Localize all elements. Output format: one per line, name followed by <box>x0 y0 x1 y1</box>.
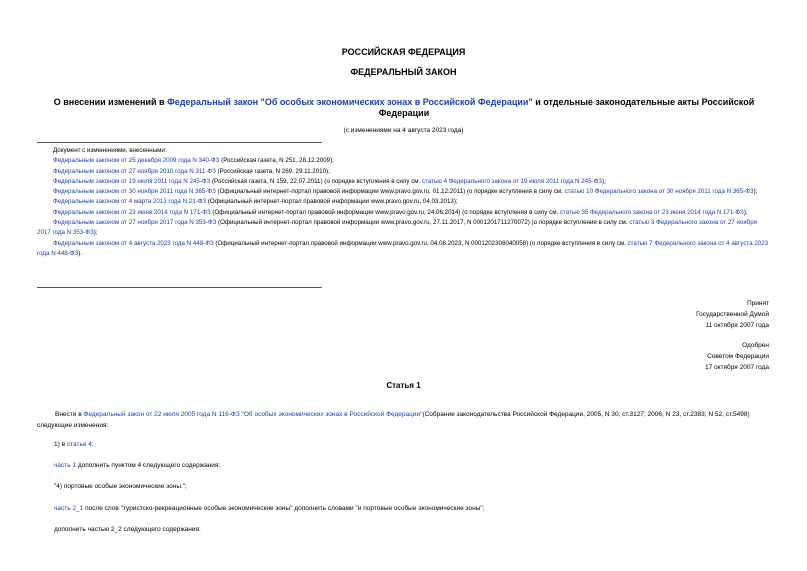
adoption-council <box>705 340 769 373</box>
amendment-text-end: ); <box>602 177 606 185</box>
amendment-law-link[interactable]: Федеральным законом от 30 ноября 2011 года N 365-ФЗ <box>53 188 216 196</box>
adoption-council-date: 17 октября 2007 года <box>704 364 769 371</box>
paragraph-2-text: дополнить пунктом 4 следующего содержания: <box>76 462 221 469</box>
title-suffix: и отдельные законодательные акты Российской Федерации <box>378 97 755 118</box>
amendment-law-link[interactable]: Федеральным законом от 27 ноября 2010 года N 311-ФЗ <box>53 167 216 175</box>
amendment-entry <box>37 208 772 218</box>
adoption-duma-date: 11 октября 2007 года <box>705 322 769 329</box>
article-intro-suffix: (Собрание законодательства Российской Федерации, 2005, N 30, ст.3127; 2006, N 23, ст.2383; N 52, ст.5498) следующие изменения: <box>37 411 750 429</box>
article-law-link[interactable]: Федеральный закон от 22 июля 2005 года N 116-ФЗ "Об особых экономических зонах в Российской Федерации" <box>83 411 423 418</box>
title-law-link[interactable]: Федеральный закон "Об особых экономических зонах в Российской Федерации" <box>167 97 533 107</box>
amendment-text-end: ); <box>753 188 758 196</box>
amendment-article-link[interactable]: статью 4 Федерального закона от 19 июля 2011 года N 245-ФЗ <box>421 177 603 185</box>
amendments-list <box>37 146 772 259</box>
amendment-text: (Российская газета, N 251, 28.12.2009); <box>219 157 334 165</box>
amendment-entry <box>37 177 772 187</box>
adoption-duma <box>696 298 769 331</box>
adoption-council-line: Советом Федерации <box>707 353 769 360</box>
amendment-law-link[interactable]: Федеральным законом от 19 июля 2011 года N 245-ФЗ <box>53 177 211 185</box>
paragraph-1-prefix: 1) в <box>54 441 67 448</box>
amendment-entry <box>37 187 772 197</box>
amendment-text-end: ); <box>93 229 98 237</box>
paragraph-1-suffix: : <box>91 441 94 448</box>
amendments-intro: Документ с изменениями, внесенными: <box>53 147 167 154</box>
amendment-text: (Российская газета, N 159, 22.07.2011) (о порядке вступления в силу см. <box>210 177 422 185</box>
paragraph-5: дополнить частью 2_2 следующего содержания: <box>54 526 201 533</box>
amendment-article-link[interactable]: статью 35 Федерального закона от 23 июня 2014 года N 171-ФЗ <box>559 208 744 216</box>
amendment-text: (Официальный интернет-портал правовой информации www.pravo.gov.ru, 24.06.2014) (о порядке вступления в силу см. <box>210 208 560 216</box>
amendment-entry <box>37 156 772 166</box>
amendment-law-link[interactable]: Федеральным законом от 23 июня 2014 года N 171-ФЗ <box>53 208 211 216</box>
amendment-text: (Официальный интернет-портал правовой информации www.pravo.gov.ru, 01.12.2011) (о порядке вступления в силу см. <box>215 188 565 196</box>
adoption-duma-line: Принят <box>746 300 769 307</box>
amendment-article-link[interactable]: статью 7 Федерального закона от 4 августа 2023 года N 448-ФЗ <box>37 239 769 257</box>
article-intro <box>37 409 770 431</box>
amendment-entry <box>37 167 772 177</box>
amendment-text-end: ). <box>78 249 82 257</box>
part-2-1-link[interactable]: часть 2_1 <box>54 505 84 512</box>
amendment-law-link[interactable]: Федеральным законом от 4 августа 2023 года N 448-ФЗ <box>53 239 214 247</box>
amendment-entry <box>37 197 772 207</box>
amendment-article-link[interactable]: статью 10 Федерального закона от 30 ноября 2011 года N 365-ФЗ <box>564 188 754 196</box>
country-heading: РОССИЙСКАЯ ФЕДЕРАЦИЯ <box>341 47 466 57</box>
amendment-law-link[interactable]: Федеральным законом от 25 декабря 2009 года N 340-ФЗ <box>53 157 220 165</box>
paragraph-4-text: после слов "туристско-рекреационные особые экономические зоны" дополнить словами "и портовые особые экономические зоны"; <box>83 505 485 512</box>
amendment-text: (Официальный интернет-портал правовой информации www.pravo.gov.ru, 04.03.2013); <box>206 198 458 206</box>
amendment-law-link[interactable]: Федеральным законом от 4 марта 2013 года N 21-ФЗ <box>53 198 207 206</box>
amendment-text-end: ); <box>743 208 748 216</box>
paragraph-4 <box>54 505 484 512</box>
amendment-entry <box>37 218 772 239</box>
amendment-text: (Официальный интернет-портал правовой информации www.pravo.gov.ru, 04.08.2023, N 0001202308040058) (о порядке вступления в силу см. <box>213 239 628 247</box>
article-4-link[interactable]: статье 4 <box>66 441 92 448</box>
paragraph-1 <box>54 441 94 448</box>
title-prefix: О внесении изменений в <box>53 97 168 107</box>
paragraph-3: "4) портовые особые экономические зоны."; <box>54 483 187 490</box>
divider-top <box>37 142 322 143</box>
amendment-text: (Российская газета, N 269, 29.11.2010); <box>215 167 330 175</box>
paragraph-2 <box>54 462 220 469</box>
divider-bottom <box>37 287 322 288</box>
amendment-text: (Официальный интернет-портал правовой информации www.pravo.gov.ru, 27.11.2017, N 0001201711270072) (о порядке вступления в силу см. <box>216 219 630 227</box>
document-type-heading: ФЕДЕРАЛЬНЫЙ ЗАКОН <box>350 67 457 77</box>
part-1-link[interactable]: часть 1 <box>54 462 77 469</box>
law-title <box>40 97 768 119</box>
amendment-law-link[interactable]: Федеральным законом от 27 ноября 2017 года N 353-ФЗ <box>53 219 217 227</box>
adoption-duma-line: Государственной Думой <box>696 311 769 318</box>
edition-note: (с изменениями на 4 августа 2023 года) <box>343 127 464 134</box>
article-intro-prefix: Внести в <box>55 411 84 418</box>
adoption-council-line: Одобрен <box>742 342 769 349</box>
amendment-entry <box>37 239 772 260</box>
amendment-article-link[interactable]: статью 3 Федерального закона от 27 ноября 2017 года N 353-ФЗ <box>37 219 757 237</box>
article-title: Статья 1 <box>386 381 421 390</box>
